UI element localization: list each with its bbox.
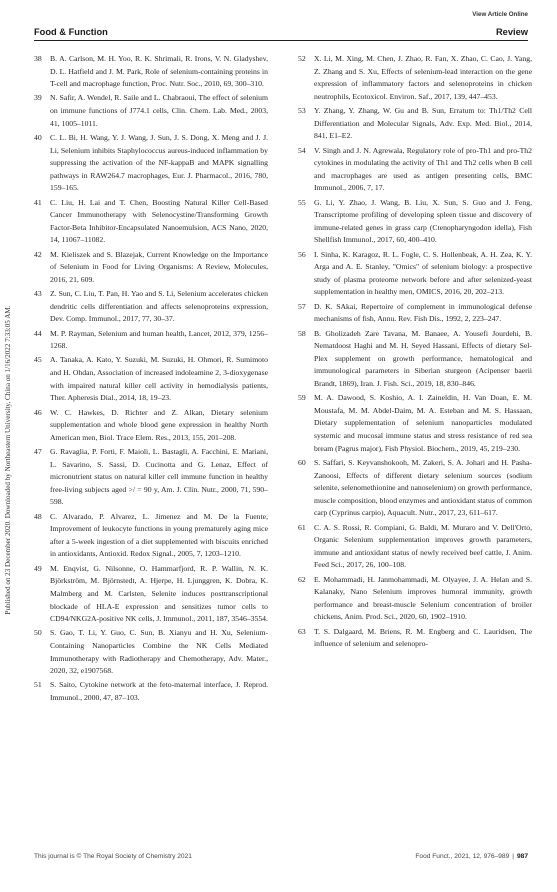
reference-number: 57 bbox=[298, 301, 306, 311]
reference-item bbox=[298, 574, 532, 624]
download-watermark bbox=[0, 225, 16, 695]
reference-item bbox=[34, 92, 268, 130]
reference-text: C. A. S. Rossi, R. Compiani, G. Baldi, M. Muraro and V. Dell'Orto, Organic Selenium supplementation improves growth parameters, immune and antioxidant status of newly received beef cattle, J. Anim. Feed Sci., 2017, 26, 100–108. bbox=[314, 522, 532, 570]
reference-text: Z. Sun, C. Liu, T. Pan, H. Yao and S. Li, Selenium accelerates chicken dendritic cells differentiation and affects selenoproteins expression, Dev. Comp. Immunol., 2017, 77, 30–37. bbox=[50, 289, 268, 324]
reference-number: 54 bbox=[298, 145, 306, 155]
reference-number: 63 bbox=[298, 626, 306, 636]
references-column-right bbox=[298, 53, 532, 653]
reference-number: 44 bbox=[34, 328, 42, 338]
reference-text: D. K. SAkai, Repertoire of complement in immunological defense mechanisms of fish, Annu. Rev. Fish Dis., 1992, 2, 223–247. bbox=[314, 301, 532, 324]
reference-number: 59 bbox=[298, 393, 306, 403]
reference-item bbox=[34, 132, 268, 195]
references-column-left bbox=[34, 53, 268, 706]
reference-number: 53 bbox=[298, 106, 306, 116]
reference-number: 46 bbox=[34, 407, 42, 417]
reference-item bbox=[298, 626, 532, 651]
reference-item bbox=[298, 392, 532, 455]
reference-text: A. Tanaka, A. Kato, Y. Suzuki, M. Suzuki, H. Ohmori, R. Sumimoto and H. Ohdan, Association of increased indoleamine 2, 3-dioxygenase with impaired natural killer cell activity in hemodialysis patients, Ther. Apheresis Dial., 2014, 18, 19–23. bbox=[50, 355, 268, 403]
footer-divider: | bbox=[512, 853, 514, 860]
reference-number: 62 bbox=[298, 574, 306, 584]
reference-number: 56 bbox=[298, 249, 306, 259]
reference-text: M. P. Rayman, Selenium and human health, Lancet, 2012, 379, 1256–1268. bbox=[50, 328, 268, 351]
reference-number: 39 bbox=[34, 93, 42, 103]
reference-text: B. Gholizadeh Zare Tavana, M. Banaee, A. Yousefi Jourdehi, B. Nematdoost Haghi and M. H. Seyed Hassani, Effects of dietary Sel-Plex supplement on growth performance, hematological and immunological parameters in Siberian sturgeon (Acipenser baerii Brandt, 1869), Iran. J. Fish. Sci., 2019, 18, 830–846. bbox=[314, 328, 532, 388]
reference-text: T. S. Dalgaard, M. Briens, R. M. Engberg and C. Lauridsen, The influence of selenium and selenopro- bbox=[314, 626, 532, 649]
reference-item bbox=[298, 197, 532, 247]
reference-text: C. Alvarado, P. Alvarez, L. Jimenez and M. De la Fuente, Improvement of leukocyte functions in young prematurely aging mice after a 5-week ingestion of a diet supplemented with biscuits enriched in antioxidants, Antioxid. Redox Signal., 2005, 7, 1203–1210. bbox=[50, 511, 268, 559]
reference-number: 41 bbox=[34, 197, 42, 207]
reference-item bbox=[34, 563, 268, 626]
page-number: 987 bbox=[516, 853, 528, 860]
header-rule bbox=[34, 40, 528, 41]
reference-text: M. Kieliszek and S. Blazejak, Current Knowledge on the Importance of Selenium in Food for Living Organisms: A Review, Molecules, 2016, 21, 609. bbox=[50, 249, 268, 284]
reference-item bbox=[34, 197, 268, 247]
reference-text: C. L. Bi, H. Wang, Y. J. Wang, J. Sun, J. S. Dong, X. Meng and J. J. Li, Selenium inhibits Staphylococcus aureus-induced inflammation by suppressing the activation of the NF-kappaB and MAPK signalling pathways in RAW264.7 macrophages, Eur. J. Pharmacol., 2016, 780, 159–165. bbox=[50, 132, 268, 193]
reference-text: E. Mohammadi, H. Janmohammadi, M. Olyayee, J. A. Helan and S. Kalanaky, Nano Selenium improves humoral immunity, growth performance and breast-muscle Selenium concentration of broiler chickens, Anim. Prod. Sci., 2020, 60, 1902–1910. bbox=[314, 574, 532, 622]
journal-name: Food & Function bbox=[34, 27, 108, 37]
footer-citation: Food Funct., 2021, 12, 976–989 bbox=[415, 853, 510, 860]
reference-item bbox=[298, 53, 532, 103]
reference-item bbox=[34, 53, 268, 91]
reference-number: 52 bbox=[298, 54, 306, 63]
reference-text: Y. Zhang, Y. Zhang, W. Gu and B. Sun, Erratum to: Th1/Th2 Cell Differentiation and Molecular Signals, Adv. Exp. Med. Biol., 2014, 841, E1–E2. bbox=[314, 106, 532, 141]
download-watermark-text: Published on 23 December 2020. Downloaded by Northeastern University, China on 1/16/2022 7:33:05 AM. bbox=[4, 305, 12, 615]
reference-number: 49 bbox=[34, 563, 42, 573]
reference-text: W. C. Hawkes, D. Richter and Z. Alkan, Dietary selenium supplementation and whole blood gene expression in healthy North American men, Biol. Trace Elem. Res., 2013, 155, 201–208. bbox=[50, 407, 268, 442]
reference-text: N. Safir, A. Wendel, R. Saile and L. Chabraoui, The effect of selenium on immune functions of J774.1 cells, Clin. Chem. Lab. Med., 2003, 41, 1005–1011. bbox=[50, 93, 268, 128]
reference-number: 51 bbox=[34, 680, 42, 690]
reference-number: 40 bbox=[34, 132, 42, 142]
reference-text: M. A. Dawood, S. Koshio, A. I. Zaineldin, H. Van Doan, E. M. Moustafa, M. M. Abdel-Daim, M. A. Esteban and M. S. Hassaan, Dietary supplementation of selenium nanoparticles modulated systemic and mucosal immune status and stress resistance of red sea bream (Pagrus major), Fish Physiol. Biochem., 2019, 45, 219–230. bbox=[314, 393, 532, 453]
reference-text: G. Li, Y. Zhao, J. Wang, B. Liu, X. Sun, S. Guo and J. Feng, Transcriptome profiling of developing spleen tissue and discovery of immune-related genes in grass carp (Ctenopharyngodon idella), Fish Shellfish Immunol., 2017, 60, 400–410. bbox=[314, 197, 532, 245]
reference-text: M. Enqvist, G. Nilsonne, O. Hammarfjord, R. P. Wallin, N. K. Björkström, M. Björnstedt, A. Hjerpe, H. Ljunggren, K. Dobra, K. Malmberg and M. Carlsten, Selenite induces posttranscriptional blockade of HLA-E expression and sensitizes tumor cells to CD94/NKG2A-positive NK cells, J. Immunol., 2011, 187, 3546–3554. bbox=[50, 563, 268, 624]
reference-item bbox=[298, 105, 532, 143]
footer-citation-block bbox=[415, 853, 528, 860]
reference-number: 58 bbox=[298, 328, 306, 338]
reference-text: I. Sinha, K. Karagoz, R. L. Fogle, C. S. Hollenbeak, A. H. Zea, K. Y. Arga and A. E. Stanley, "Omics" of selenium biology: a prospective study of plasma proteome network before and after selenized-yeast supplementation in healthy men, OMICS, 2016, 20, 202–213. bbox=[314, 249, 532, 297]
footer-copyright: This journal is © The Royal Society of Chemistry 2021 bbox=[34, 853, 192, 860]
reference-number: 50 bbox=[34, 628, 42, 638]
reference-text: S. Gao, T. Li, Y. Guo, C. Sun, B. Xianyu and H. Xu, Selenium-Containing Nanoparticles Combine the NK Cells Mediated Immunotherapy with Radiotherapy and Chemotherapy, Adv. Mater., 2020, 32, e1907568. bbox=[50, 628, 268, 676]
reference-item bbox=[34, 249, 268, 287]
reference-text: X. Li, M. Xing, M. Chen, J. Zhao, R. Fan, X. Zhao, C. Cao, J. Yang, Z. Zhang and S. Xu, Effects of selenium-lead interaction on the gene expression of inflammatory factors and selenoproteins in chicken neutrophils, Ecotoxicol. Environ. Saf., 2017, 139, 447–453. bbox=[314, 54, 532, 101]
reference-text: S. Saffari, S. Keyvanshokooh, M. Zakeri, S. A. Johari and H. Pasha-Zanoosi, Effects of different dietary selenium sources (sodium selenite, selenomethionine and nanoselenium) on growth performance, muscle composition, blood enzymes and antioxidant status of common carp (Cyprinus carpio), Aquacult. Nutr., 2017, 23, 611–617. bbox=[314, 457, 532, 518]
reference-number: 48 bbox=[34, 511, 42, 521]
reference-item bbox=[298, 457, 532, 520]
reference-item bbox=[34, 627, 268, 677]
reference-item bbox=[34, 679, 268, 704]
reference-text: C. Liu, H. Lai and T. Chen, Boosting Natural Killer Cell-Based Cancer Immunotherapy with Selenocystine/Transforming Growth Factor-Beta Inhibitor-Encapsulated Nanoemulsion, ACS Nano, 2020, 14, 11067–11082. bbox=[50, 197, 268, 245]
reference-item bbox=[34, 328, 268, 353]
reference-item bbox=[34, 407, 268, 445]
reference-item bbox=[298, 522, 532, 572]
reference-number: 47 bbox=[34, 447, 42, 456]
reference-text: V. Singh and J. N. Agrewala, Regulatory role of pro-Th1 and pro-Th2 cytokines in modulating the activity of Th1 and Th2 cells when B cell and macrophages are used as antigen presenting cells, BMC Immunol., 2006, 7, 17. bbox=[314, 145, 532, 193]
reference-number: 60 bbox=[298, 457, 306, 467]
section-label: Review bbox=[495, 27, 528, 37]
reference-number: 42 bbox=[34, 249, 42, 259]
reference-number: 38 bbox=[34, 54, 42, 63]
reference-item bbox=[34, 446, 268, 509]
view-article-online-link[interactable]: View Article Online bbox=[472, 11, 528, 18]
reference-text: S. Saito, Cytokine network at the feto-maternal interface, J. Reprod. Immunol., 2000, 47, 87–103. bbox=[50, 680, 268, 703]
reference-item bbox=[298, 328, 532, 391]
reference-number: 61 bbox=[298, 522, 306, 532]
reference-text: G. Ravaglia, P. Forti, F. Maioli, L. Bastagli, A. Facchini, E. Mariani, L. Savarino, S. Sassi, D. Cucinotta and G. Lenaz, Effect of micronutrient status on natural killer cell immune function in healthy free-living subjects aged >/ = 90 y, Am. J. Clin. Nutr., 2000, 71, 590–598. bbox=[50, 447, 268, 507]
reference-number: 55 bbox=[298, 197, 306, 207]
reference-item bbox=[298, 301, 532, 326]
reference-item bbox=[34, 288, 268, 326]
reference-item bbox=[298, 145, 532, 195]
reference-number: 45 bbox=[34, 355, 42, 365]
reference-item bbox=[34, 354, 268, 404]
reference-item bbox=[34, 511, 268, 561]
reference-item bbox=[298, 249, 532, 299]
reference-text: B. A. Carlson, M. H. Yoo, R. K. Shrimali, R. Irons, V. N. Gladyshev, D. L. Hatfield and J. M. Park, Role of selenium-containing proteins in T-cell and macrophage function, Proc. Nutr. Soc., 2010, 69, 300–310. bbox=[50, 54, 268, 89]
reference-number: 43 bbox=[34, 289, 42, 299]
